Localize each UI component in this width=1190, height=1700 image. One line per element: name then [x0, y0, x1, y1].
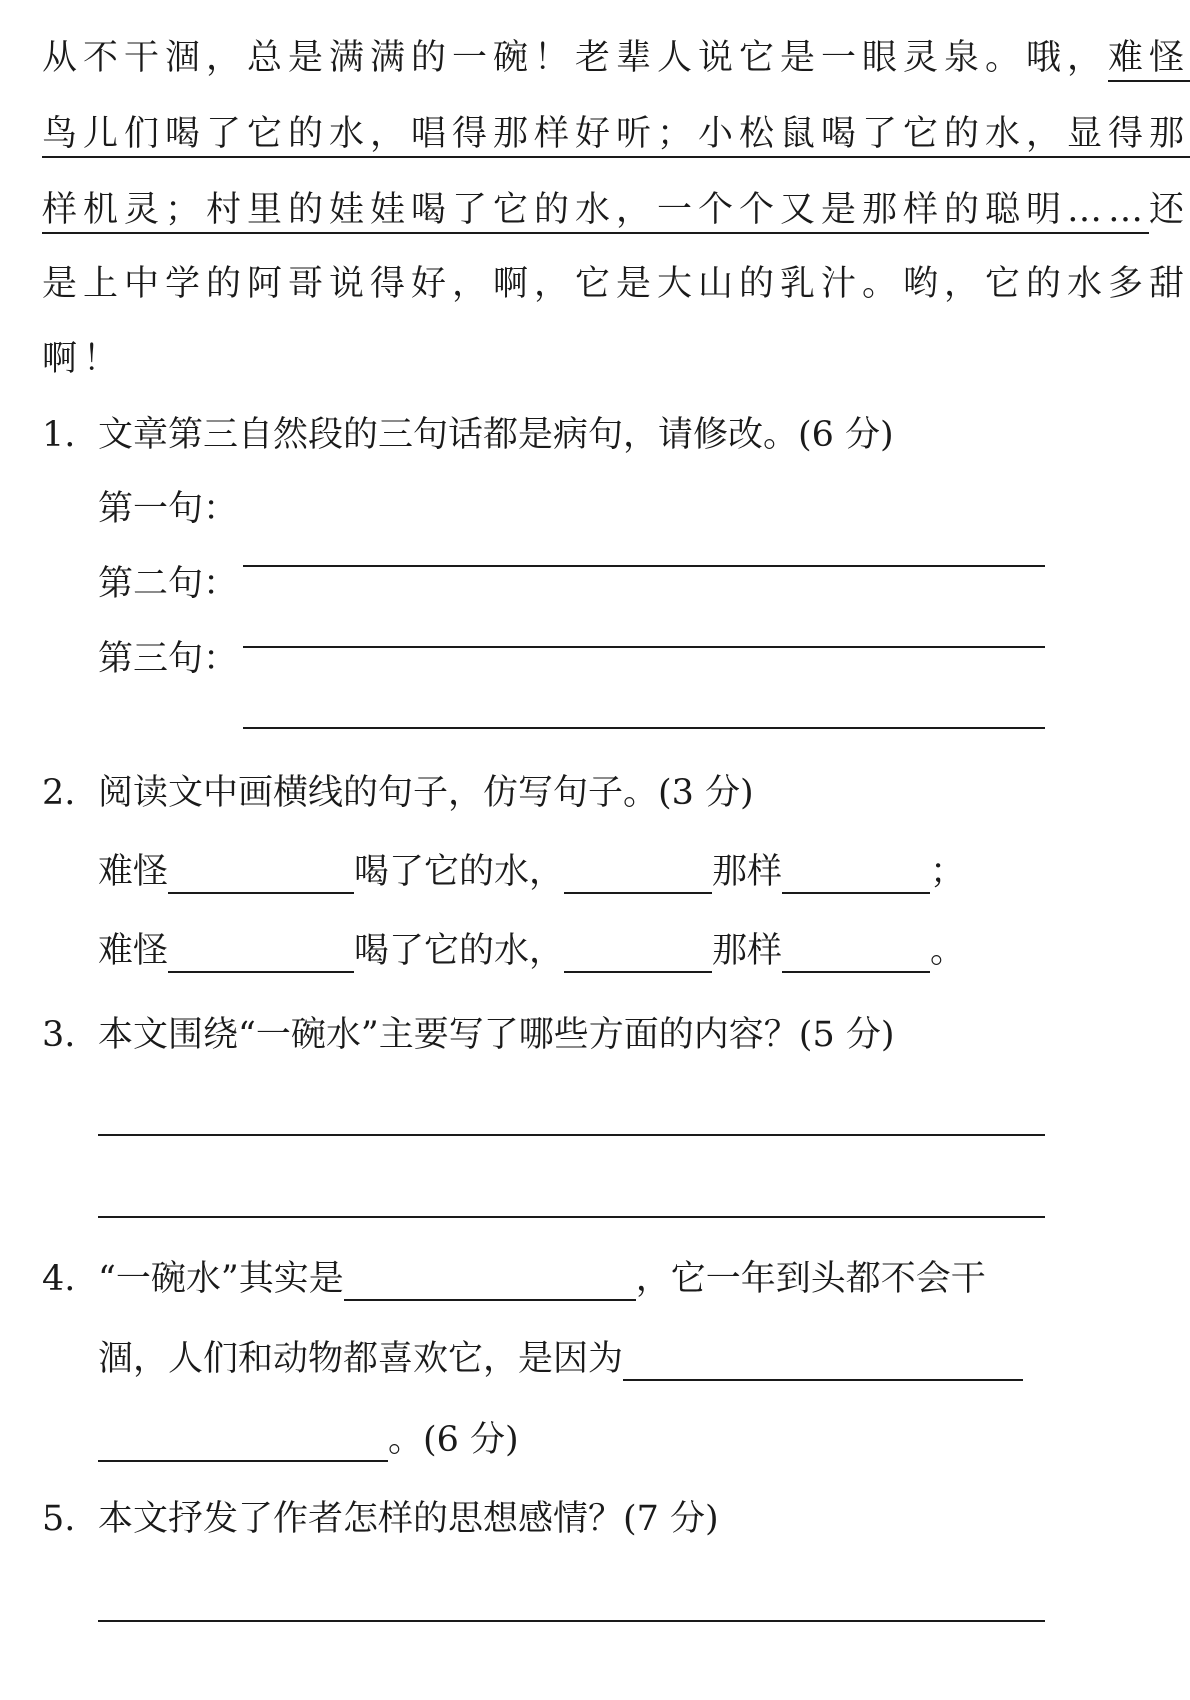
sub-label: 第二句：	[98, 564, 239, 604]
question-text-line-3	[98, 1418, 519, 1462]
fill-blank[interactable]	[623, 1345, 1023, 1381]
passage-text: 还	[1149, 190, 1190, 230]
pattern-word: 那样	[712, 931, 783, 971]
fill-blank[interactable]	[344, 1265, 636, 1301]
question-text-line-2	[98, 1337, 1023, 1381]
fill-blank[interactable]	[564, 858, 712, 894]
question-number: 5.	[42, 1499, 76, 1539]
passage-line-1	[42, 36, 1190, 80]
answer-line[interactable]	[98, 1620, 1045, 1622]
answer-line[interactable]	[98, 1216, 1045, 1218]
question-text-part: 。(6 分)	[388, 1420, 519, 1460]
pattern-word: 那样	[712, 852, 783, 892]
pattern-end: 。	[930, 931, 966, 971]
passage-text: 从不干涸，总是满满的一碗！老辈人说它是一眼灵泉。哦，	[42, 38, 1109, 78]
passage-line-2	[42, 112, 1190, 156]
question-text: 文章第三自然段的三句话都是病句，请修改。(6 分)	[98, 415, 894, 455]
question-text: 本文抒发了作者怎样的思想感情？(7 分)	[98, 1499, 719, 1539]
pattern-start: 难怪	[98, 852, 169, 892]
answer-line[interactable]	[243, 646, 1045, 648]
passage-line-3	[42, 188, 1190, 232]
pattern-start: 难怪	[98, 931, 169, 971]
pattern-mid: 喝了它的水，	[354, 852, 565, 892]
fill-blank[interactable]	[98, 1426, 388, 1462]
fill-blank[interactable]	[168, 937, 354, 973]
question-number: 4.	[42, 1259, 76, 1299]
answer-line[interactable]	[98, 1134, 1045, 1136]
question-text	[98, 1257, 986, 1301]
fill-blank[interactable]	[782, 937, 930, 973]
question-text: 阅读文中画横线的句子，仿写句子。(3 分)	[98, 773, 754, 813]
fill-blank[interactable]	[782, 858, 930, 894]
passage-line-5	[42, 337, 124, 381]
question-number: 1.	[42, 415, 76, 455]
answer-line[interactable]	[243, 727, 1045, 729]
passage-text: 啊！	[42, 339, 125, 379]
answer-line[interactable]	[243, 565, 1045, 567]
fill-blank[interactable]	[168, 858, 354, 894]
imitation-line-1	[98, 850, 965, 894]
pattern-end: ；	[930, 852, 966, 892]
sub-label: 第三句：	[98, 639, 239, 679]
passage-text: 是上中学的阿哥说得好，啊，它是大山的乳汁。哟，它的水多甜	[42, 264, 1190, 304]
pattern-mid: 喝了它的水，	[354, 931, 565, 971]
imitation-line-2	[98, 929, 965, 973]
sub-label: 第一句：	[98, 489, 239, 529]
fill-blank[interactable]	[564, 937, 712, 973]
question-text-part: ，它一年到头都不会干	[635, 1259, 986, 1299]
underlined-sentence: 难怪	[1108, 38, 1190, 82]
underlined-sentence: 鸟儿们喝了它的水，唱得那样好听；小松鼠喝了它的水，显得那	[42, 114, 1190, 158]
passage-line-4	[42, 262, 1190, 306]
question-text: 本文围绕“一碗水”主要写了哪些方面的内容？(5 分)	[98, 1015, 895, 1055]
question-number: 2.	[42, 773, 76, 813]
question-number: 3.	[42, 1015, 76, 1055]
question-text-part: “一碗水”其实是	[98, 1259, 344, 1299]
question-text-part: 涸，人们和动物都喜欢它，是因为	[98, 1339, 624, 1379]
underlined-sentence: 样机灵；村里的娃娃喝了它的水，一个个又是那样的聪明……	[42, 190, 1149, 234]
